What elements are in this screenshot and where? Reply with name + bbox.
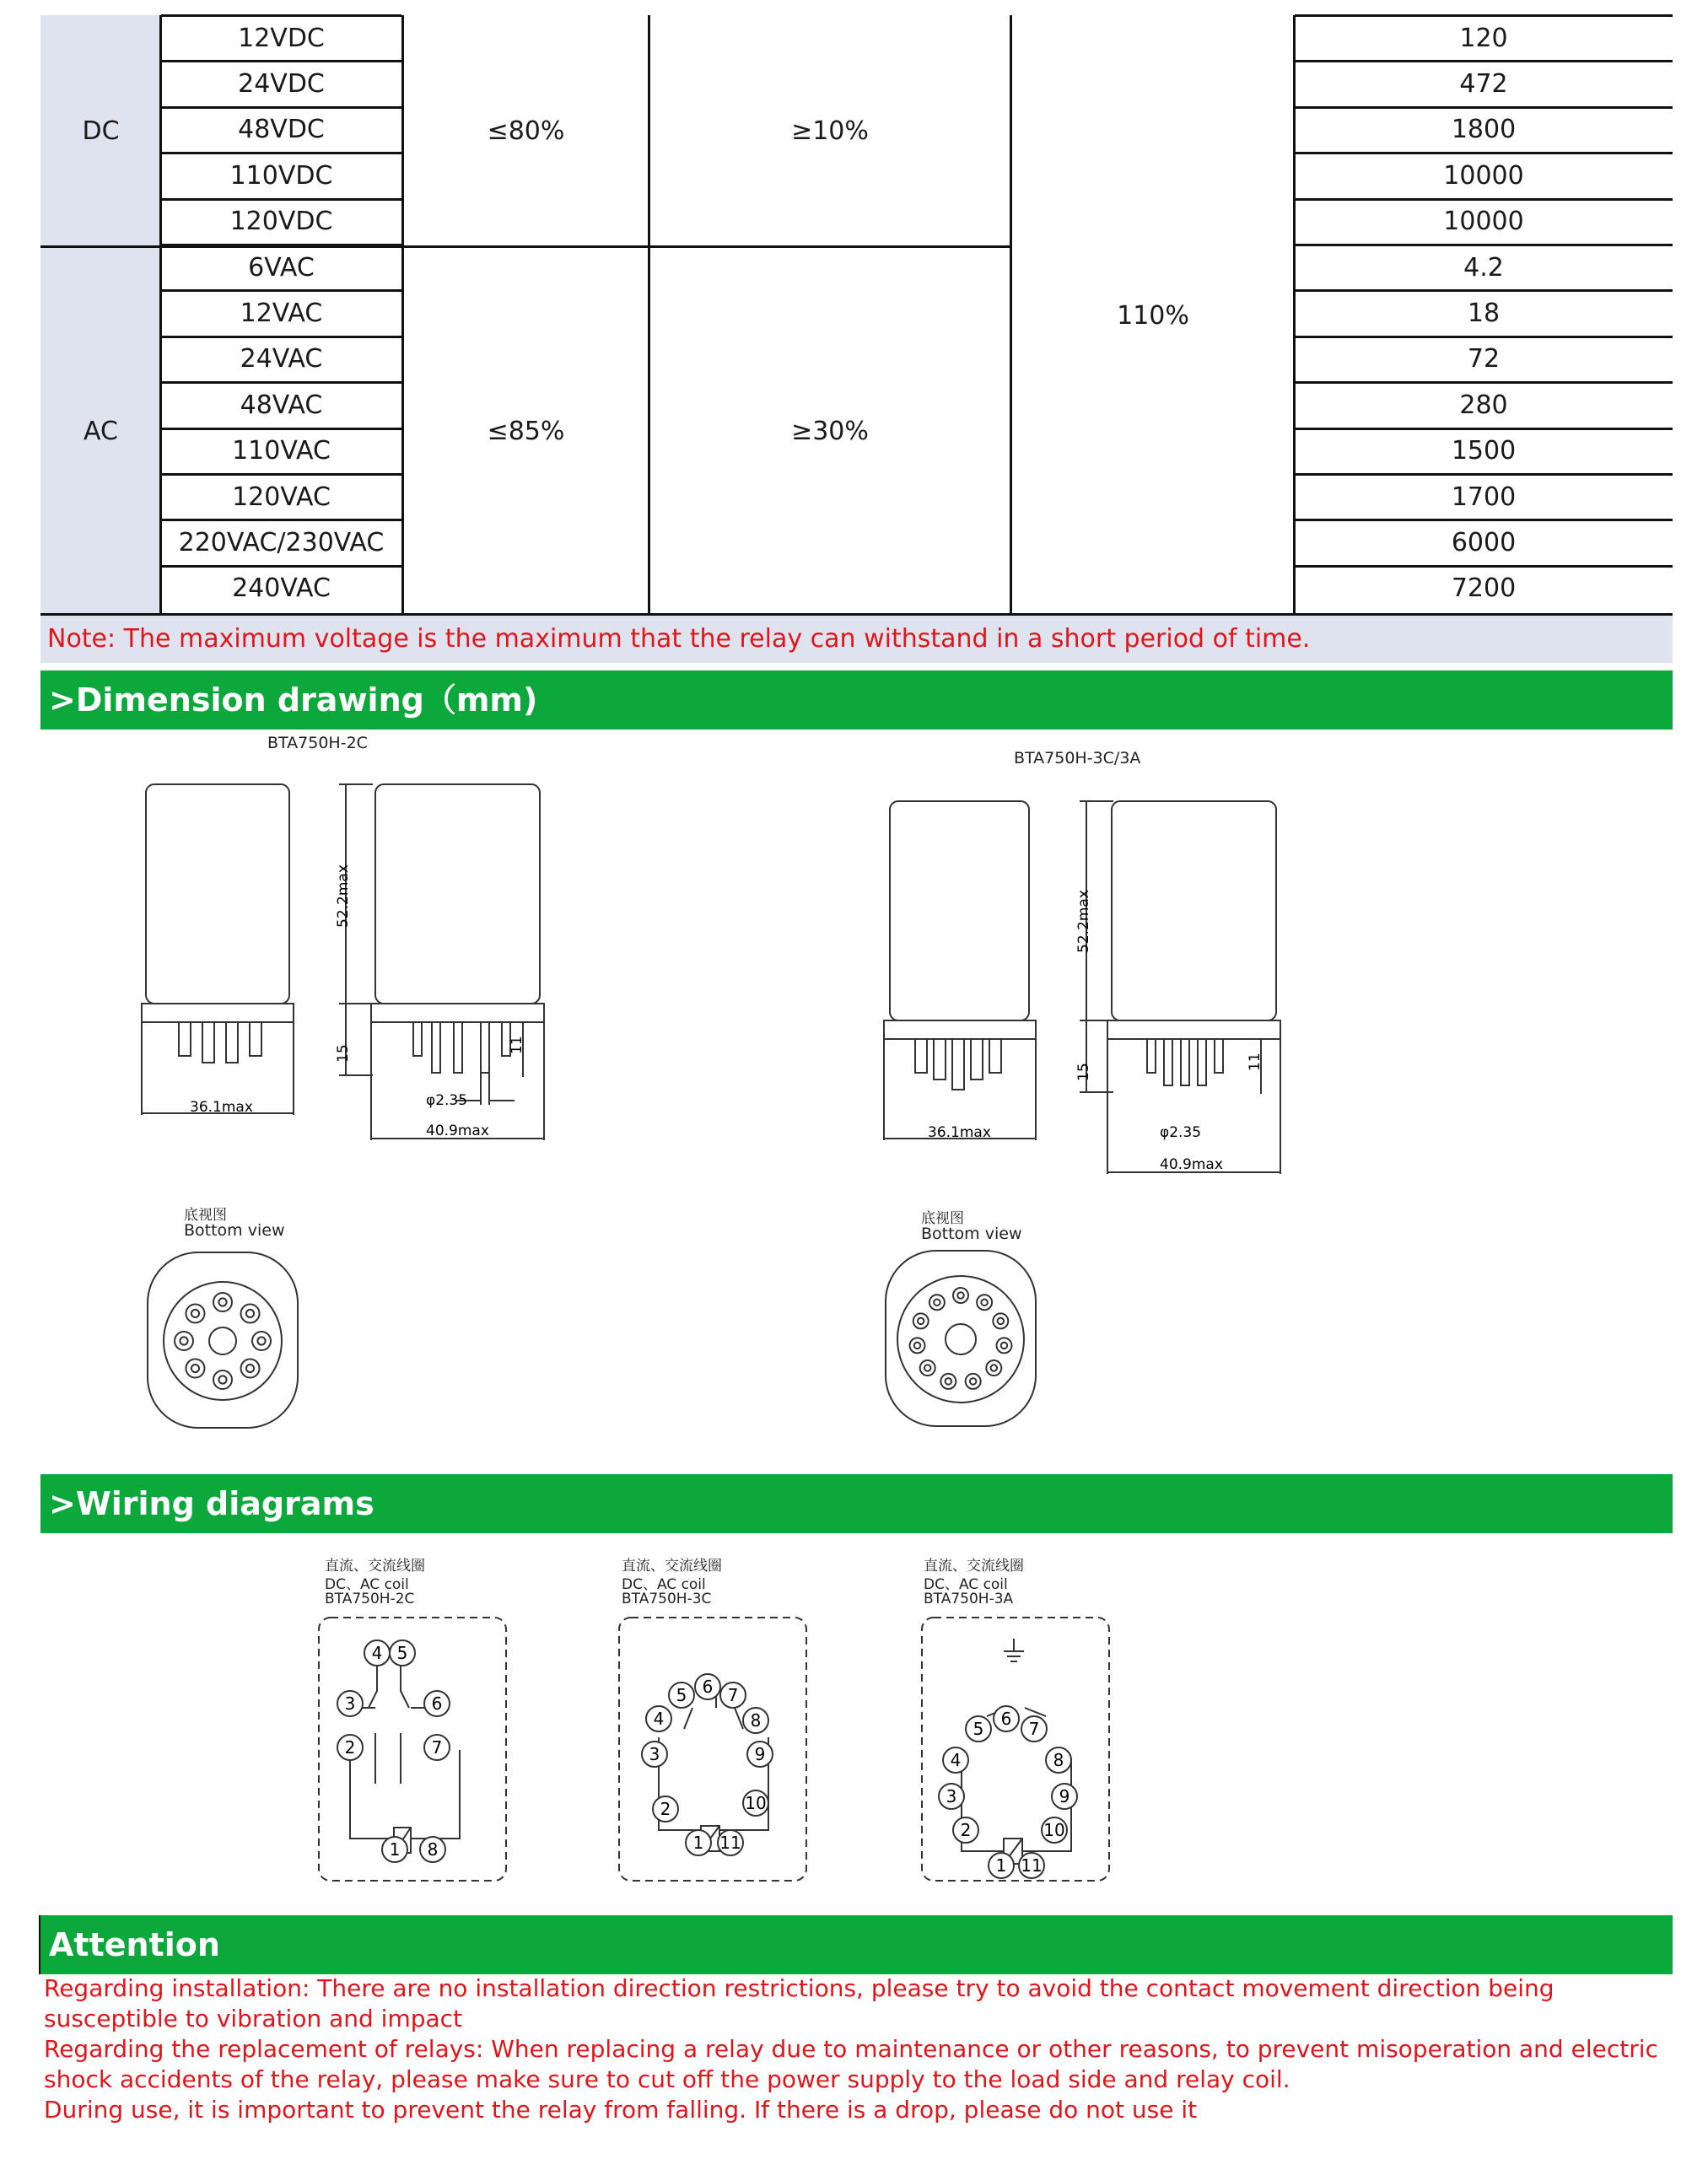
wiring-en-3a: DC、AC coil (924, 1576, 1008, 1593)
row-rule (161, 428, 401, 430)
resistance-cell: 7200 (1451, 573, 1517, 604)
pin-socket (996, 1338, 1011, 1353)
pin-socket-inner (998, 1318, 1005, 1325)
wiring-section-title: >Wiring diagrams (40, 1474, 1673, 1533)
pin-socket (175, 1332, 193, 1350)
row-rule (161, 381, 401, 384)
width-front-3c: 36.1max (928, 1124, 991, 1141)
group-dc (40, 15, 161, 246)
row-rule (1295, 60, 1673, 62)
group-dc-label: DC (82, 116, 120, 146)
wiring-pin-number: 6 (1000, 1709, 1012, 1729)
row-rule (161, 473, 401, 476)
wiring-pin-number: 1 (389, 1839, 401, 1860)
row-rule (1295, 244, 1673, 246)
wiring-pin-number: 11 (1021, 1855, 1043, 1876)
ac-pickup: ≤85% (487, 416, 565, 446)
pin-dim-2c: 11 (509, 1036, 525, 1054)
wiring-diagram-3a (919, 1615, 1113, 1885)
height-dim-2c: 52.2max (335, 864, 352, 928)
pin-socket-inner (981, 1300, 988, 1306)
pin-socket (910, 1338, 925, 1353)
pin-socket (920, 1360, 935, 1376)
wiring-pin-number: 5 (396, 1643, 408, 1663)
width-side-3c: 40.9max (1160, 1156, 1223, 1173)
rule (40, 245, 1010, 248)
voltage-cell: 48VAC (240, 390, 323, 420)
wiring-model-3c: BTA750H-3C (622, 1591, 712, 1607)
table-note: Note: The maximum voltage is the maximum that the relay can withstand in a short period of time. (40, 616, 1673, 663)
row-rule (1295, 152, 1673, 154)
wiring-pin-number: 6 (431, 1693, 443, 1714)
wiring-pin-number: 7 (1028, 1719, 1040, 1739)
wiring-pin-number: 5 (973, 1719, 984, 1739)
max-voltage: 110% (1117, 300, 1189, 331)
width-front-2c: 36.1max (190, 1099, 253, 1116)
row-rule (1295, 289, 1673, 292)
row-rule (1295, 198, 1673, 201)
rule (159, 15, 162, 616)
model-label-2c: BTA750H-2C (267, 734, 368, 752)
pin-socket (966, 1374, 981, 1389)
voltage-cell: 220VAC/230VAC (178, 528, 385, 558)
resistance-cell: 72 (1467, 344, 1501, 374)
pin-socket-inner (914, 1343, 921, 1349)
wiring-pin-number: 6 (702, 1677, 714, 1697)
pin-socket (186, 1359, 204, 1378)
wiring-pin-number: 8 (427, 1839, 439, 1860)
wiring-pin-number: 1 (995, 1855, 1007, 1876)
row-rule (1295, 473, 1673, 476)
wiring-pin-number: 4 (653, 1709, 665, 1729)
base-dim-3c: 15 (1075, 1063, 1092, 1081)
wiring-pin-number: 3 (946, 1786, 957, 1806)
rule (401, 15, 404, 616)
wiring-diagram-2c (316, 1615, 510, 1885)
row-rule (1295, 106, 1673, 109)
pin-socket-inner (246, 1310, 254, 1317)
voltage-cell: 24VDC (238, 69, 325, 100)
row-rule (161, 60, 401, 62)
dimension-section-title: >Dimension drawing（mm) (40, 670, 1673, 730)
pin-socket-inner (934, 1300, 940, 1306)
bottom-view-cn-3c: 底视图 (921, 1210, 964, 1227)
pin-socket (929, 1295, 945, 1310)
attention-text (44, 1973, 1676, 2125)
group-ac (40, 246, 161, 616)
row-rule (161, 152, 401, 154)
wiring-pin-number: 2 (344, 1737, 356, 1758)
resistance-cell: 472 (1459, 69, 1508, 100)
attention-title: Attention (40, 1915, 1673, 1974)
voltage-cell: 240VAC (232, 573, 331, 604)
bottom-view-en-3c: Bottom view (921, 1225, 1022, 1243)
wiring-pin-number: 3 (344, 1693, 356, 1714)
wiring-pin-number: 1 (692, 1833, 704, 1853)
pin-socket (913, 1313, 929, 1328)
bottom-view-2c (143, 1248, 304, 1434)
relay-2c-outline-drawing (135, 759, 607, 1155)
wiring-diagram-3c (617, 1615, 811, 1885)
pin-socket-inner (957, 1292, 964, 1299)
group-ac-label: AC (84, 416, 118, 446)
pin-socket-inner (924, 1365, 931, 1371)
pin-socket (241, 1359, 260, 1378)
height-dim-3c: 52.2max (1075, 890, 1092, 953)
wiring-pin-number: 10 (1043, 1820, 1065, 1840)
wiring-pin-number: 5 (676, 1685, 687, 1705)
resistance-cell: 280 (1459, 390, 1508, 420)
pin-socket-inner (218, 1298, 226, 1306)
wiring-cn-3c: 直流、交流线圈 (622, 1558, 722, 1575)
attention-line-3: During use, it is important to prevent the relay from falling. If there is a drop, please do not use it (44, 2096, 1198, 2124)
pin-socket (241, 1304, 260, 1322)
coil-parameter-table (0, 0, 1708, 616)
pin-socket (977, 1295, 992, 1310)
wiring-pin-number: 4 (950, 1750, 962, 1770)
dc-dropout: ≥10% (791, 116, 869, 146)
row-rule (1295, 519, 1673, 521)
wiring-pin-number: 7 (431, 1737, 443, 1758)
voltage-cell: 110VAC (232, 436, 331, 466)
voltage-cell: 110VDC (229, 160, 333, 191)
model-label-3c: BTA750H-3C/3A (1014, 749, 1141, 767)
pin-socket-inner (946, 1378, 952, 1385)
wiring-pin-number: 11 (719, 1833, 741, 1853)
rule (1010, 15, 1012, 616)
wiring-pin-number: 4 (371, 1643, 383, 1663)
row-rule (161, 519, 401, 521)
row-rule (1295, 14, 1673, 17)
pin-socket (186, 1304, 204, 1322)
base-dim-2c: 15 (335, 1044, 352, 1063)
row-rule (161, 565, 401, 568)
pin-socket (213, 1293, 232, 1311)
attention-line-1: Regarding installation: There are no installation direction restrictions, please try to avoid the contact movement direction being susceptible to vibration and impact (44, 1974, 1554, 2032)
wiring-pin-number: 8 (1053, 1750, 1064, 1770)
voltage-cell: 120VAC (232, 482, 331, 512)
pin-socket-inner (191, 1365, 199, 1372)
voltage-cell: 48VDC (238, 115, 325, 145)
resistance-cell: 10000 (1443, 207, 1524, 237)
bottom-view-cn-2c: 底视图 (184, 1207, 227, 1224)
resistance-cell: 1700 (1451, 482, 1517, 512)
pin-socket (213, 1370, 232, 1389)
voltage-cell: 12VDC (238, 23, 325, 53)
rule (648, 15, 650, 616)
wiring-pin-number: 9 (1059, 1786, 1070, 1806)
voltage-cell: 12VAC (240, 299, 323, 329)
wiring-cn-2c: 直流、交流线圈 (325, 1558, 425, 1575)
voltage-cell: 120VDC (229, 207, 333, 237)
resistance-cell: 4.2 (1463, 252, 1504, 283)
row-rule (161, 289, 401, 292)
pin-socket (986, 1360, 1001, 1376)
pin-socket-inner (180, 1337, 187, 1344)
resistance-cell: 10000 (1443, 160, 1524, 191)
pin-socket-inner (257, 1337, 265, 1344)
wiring-en-2c: DC、AC coil (325, 1576, 409, 1593)
pin-dia-3c: φ2.35 (1160, 1124, 1202, 1141)
row-rule (161, 14, 401, 17)
pin-socket-inner (991, 1365, 998, 1371)
row-rule (1295, 428, 1673, 430)
row-rule (1295, 381, 1673, 384)
pin-socket (252, 1332, 271, 1350)
relay-3c-outline-drawing (873, 776, 1345, 1181)
attention-line-2: Regarding the replacement of relays: When replacing a relay due to maintenance or other reasons, to prevent misoperation and electric shock accidents of the relay, please make sure to cut off the power supply to the load side and relay coil. (44, 2035, 1658, 2093)
wiring-model-2c: BTA750H-2C (325, 1591, 415, 1607)
voltage-cell: 6VAC (248, 252, 315, 283)
wiring-cn-3a: 直流、交流线圈 (924, 1558, 1024, 1575)
resistance-cell: 18 (1467, 299, 1501, 329)
wiring-pin-number: 8 (750, 1710, 762, 1731)
row-rule (1295, 336, 1673, 338)
pin-socket-inner (191, 1310, 199, 1317)
pin-socket-inner (918, 1318, 924, 1325)
resistance-cell: 6000 (1451, 528, 1517, 558)
row-rule (161, 336, 401, 338)
pin-socket (940, 1374, 956, 1389)
pin-dia-2c: φ2.35 (426, 1092, 468, 1109)
wiring-pin-number: 2 (660, 1799, 671, 1819)
pin-socket-inner (218, 1376, 226, 1383)
resistance-cell: 1500 (1451, 436, 1517, 466)
wiring-pin-number: 3 (649, 1744, 660, 1764)
bottom-view-en-2c: Bottom view (184, 1221, 285, 1240)
bottom-view-3c (881, 1246, 1042, 1432)
ac-dropout: ≥30% (791, 416, 869, 446)
wiring-pin-number: 2 (960, 1820, 972, 1840)
pin-socket (953, 1288, 968, 1303)
wiring-pin-number: 7 (727, 1685, 739, 1705)
pin-socket-inner (970, 1378, 977, 1385)
pin-socket-inner (1001, 1343, 1008, 1349)
wiring-model-3a: BTA750H-3A (924, 1591, 1014, 1607)
wiring-en-3c: DC、AC coil (622, 1576, 706, 1593)
pin-socket-inner (246, 1365, 254, 1372)
rule (1293, 15, 1296, 616)
row-rule (1295, 565, 1673, 568)
row-rule (161, 198, 401, 201)
wiring-pin-number: 9 (754, 1744, 766, 1764)
pin-socket (993, 1313, 1008, 1328)
voltage-cell: 24VAC (240, 344, 323, 374)
wiring-pin-number: 10 (745, 1793, 767, 1813)
width-side-2c: 40.9max (426, 1123, 489, 1139)
resistance-cell: 120 (1459, 23, 1508, 53)
dc-pickup: ≤80% (487, 116, 565, 146)
pin-dim-3c: 11 (1247, 1053, 1263, 1071)
resistance-cell: 1800 (1451, 115, 1517, 145)
row-rule (161, 106, 401, 109)
